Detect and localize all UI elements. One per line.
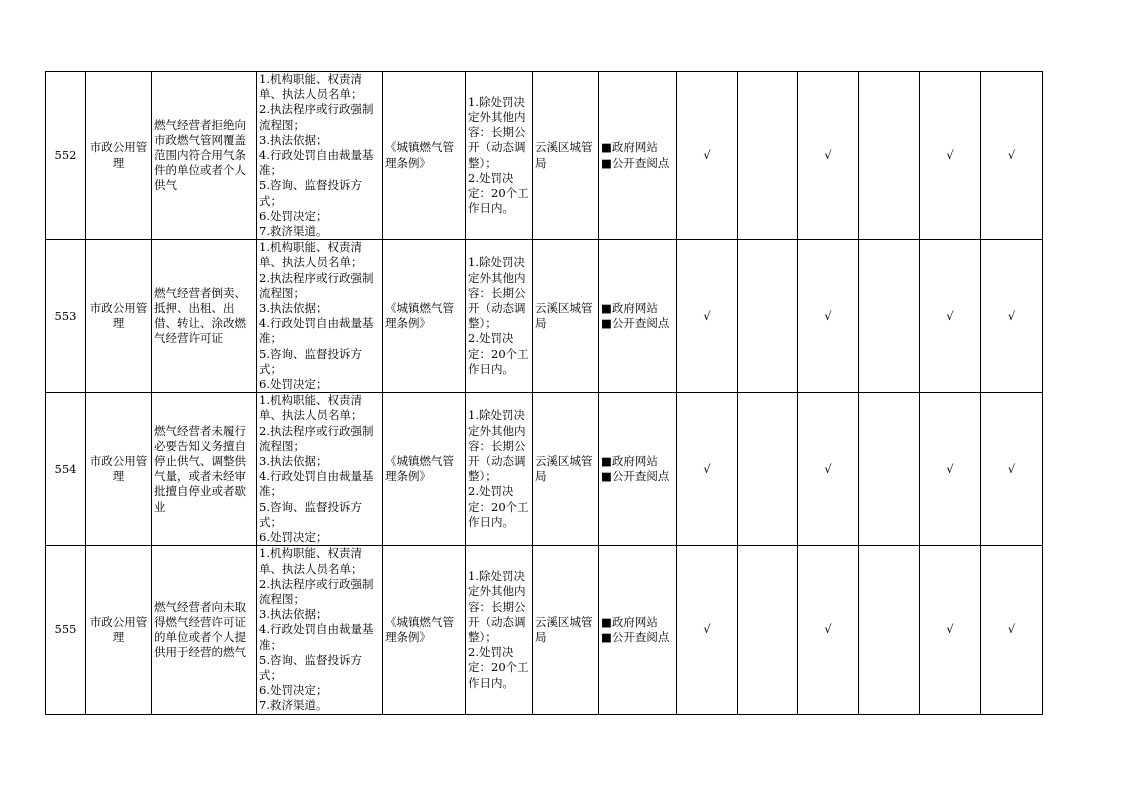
check-cell: √ [677, 546, 738, 714]
check-cell: √ [677, 393, 738, 546]
channel-cell: ■政府网站 ■公开查阅点 [599, 546, 677, 714]
row-number: 553 [46, 240, 86, 393]
category-cell: 市政公用管理 [86, 240, 152, 393]
item-cell: 燃气经营者拒绝向市政燃气管网覆盖范围内符合用气条件的单位或者个人供气 [152, 72, 257, 240]
check-cell [738, 240, 798, 393]
check-cell: √ [677, 240, 738, 393]
period-cell: 1.除处罚决定外其他内容：长期公开（动态调整）； 2.处罚决定：20个工作日内。 [466, 240, 533, 393]
channel-cell: ■政府网站 ■公开查阅点 [599, 393, 677, 546]
check-cell: √ [981, 393, 1043, 546]
channel-cell: ■政府网站 ■公开查阅点 [599, 240, 677, 393]
subject-cell: 云溪区城管局 [533, 546, 599, 714]
check-cell: √ [981, 240, 1043, 393]
category-cell: 市政公用管理 [86, 393, 152, 546]
item-cell: 燃气经营者倒卖、抵押、出租、出借、转让、涂改燃气经营许可证 [152, 240, 257, 393]
check-cell: √ [798, 546, 859, 714]
check-cell: √ [920, 240, 981, 393]
category-cell: 市政公用管理 [86, 72, 152, 240]
subject-cell: 云溪区城管局 [533, 393, 599, 546]
content-cell: 1.机构职能、权责清单、执法人员名单； 2.执法程序或行政强制流程图； 3.执法依据； 4.行政处罚自由裁量基准； 5.咨询、监督投诉方式； 6.处罚决定； [257, 240, 383, 393]
row-number: 552 [46, 72, 86, 240]
table-row [46, 240, 1043, 393]
subject-cell: 云溪区城管局 [533, 72, 599, 240]
content-cell: 1.机构职能、权责清单、执法人员名单； 2.执法程序或行政强制流程图； 3.执法依据； 4.行政处罚自由裁量基准； 5.咨询、监督投诉方式； 6.处罚决定； 7.救济渠道。 [257, 546, 383, 714]
check-cell: √ [798, 393, 859, 546]
check-cell: √ [798, 240, 859, 393]
row-number: 554 [46, 393, 86, 546]
check-cell: √ [920, 546, 981, 714]
basis-cell: 《城镇燃气管理条例》 [383, 72, 466, 240]
table-row [46, 546, 1043, 714]
table-row [46, 72, 1043, 240]
item-cell: 燃气经营者向未取得燃气经营许可证的单位或者个人提供用于经营的燃气 [152, 546, 257, 714]
check-cell [738, 72, 798, 240]
period-cell: 1.除处罚决定外其他内容：长期公开（动态调整）； 2.处罚决定：20个工作日内。 [466, 393, 533, 546]
table-body [46, 72, 1043, 715]
row-number: 555 [46, 546, 86, 714]
check-cell [738, 393, 798, 546]
check-cell [859, 240, 920, 393]
check-cell: √ [798, 72, 859, 240]
subject-cell: 云溪区城管局 [533, 240, 599, 393]
basis-cell: 《城镇燃气管理条例》 [383, 546, 466, 714]
basis-cell: 《城镇燃气管理条例》 [383, 393, 466, 546]
check-cell: √ [677, 72, 738, 240]
category-cell: 市政公用管理 [86, 546, 152, 714]
item-cell: 燃气经营者未履行必要告知义务擅自停止供气、调整供气量，或者未经审批擅自停业或者歇业 [152, 393, 257, 546]
check-cell [859, 546, 920, 714]
channel-cell: ■政府网站 ■公开查阅点 [599, 72, 677, 240]
table-row [46, 393, 1043, 546]
basis-cell: 《城镇燃气管理条例》 [383, 240, 466, 393]
check-cell [859, 72, 920, 240]
content-cell: 1.机构职能、权责清单、执法人员名单； 2.执法程序或行政强制流程图； 3.执法依据； 4.行政处罚自由裁量基准； 5.咨询、监督投诉方式； 6.处罚决定； [257, 393, 383, 546]
check-cell [738, 546, 798, 714]
content-cell: 1.机构职能、权责清单、执法人员名单； 2.执法程序或行政强制流程图； 3.执法依据； 4.行政处罚自由裁量基准； 5.咨询、监督投诉方式； 6.处罚决定； 7.救济渠道。 [257, 72, 383, 240]
period-cell: 1.除处罚决定外其他内容：长期公开（动态调整）； 2.处罚决定：20个工作日内。 [466, 546, 533, 714]
check-cell: √ [981, 546, 1043, 714]
check-cell: √ [920, 393, 981, 546]
check-cell: √ [981, 72, 1043, 240]
disclosure-table [45, 71, 1043, 715]
check-cell: √ [920, 72, 981, 240]
check-cell [859, 393, 920, 546]
period-cell: 1.除处罚决定外其他内容：长期公开（动态调整）； 2.处罚决定：20个工作日内。 [466, 72, 533, 240]
